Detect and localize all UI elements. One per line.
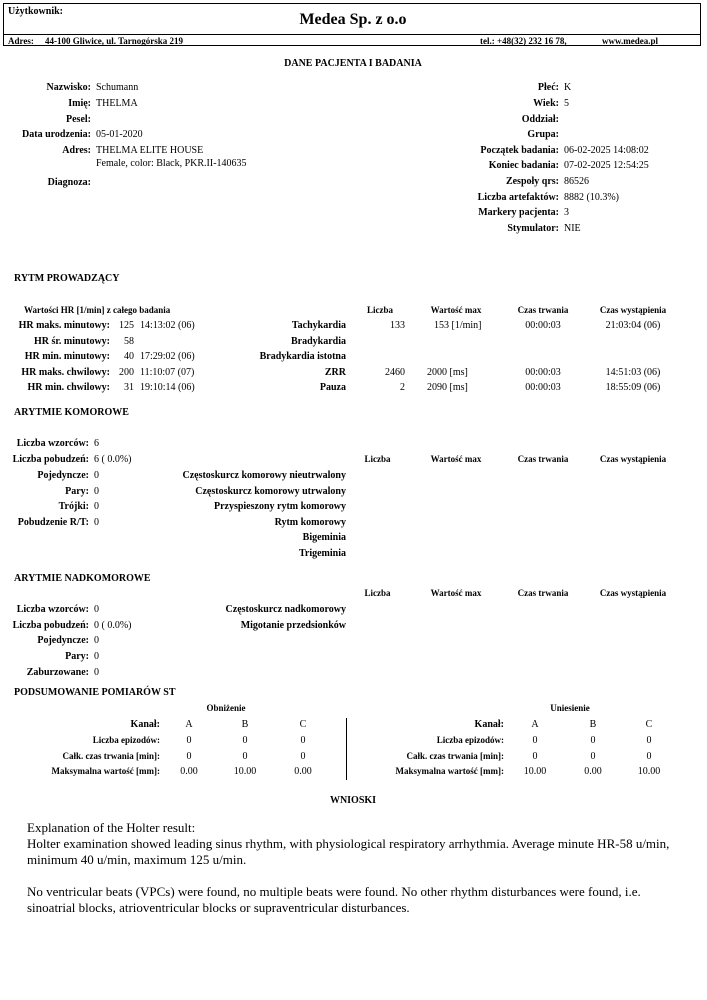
company-address: 44-100 Gliwice, ul. Tarnogórska 219: [45, 36, 184, 46]
col-count-header: Liczba: [364, 454, 391, 464]
address-label: Adres:: [8, 36, 34, 46]
sex-value: K: [564, 82, 572, 93]
st-cell: 0: [590, 735, 596, 746]
st-cell: 0: [186, 751, 192, 762]
st-row-label: Całk. czas trwania [min]:: [406, 751, 504, 761]
hr-row-time: 19:10:14 (06): [140, 382, 195, 393]
channel-header: C: [645, 719, 653, 730]
col-occurrence-header: Czas wystąpienia: [599, 305, 667, 315]
artifacts-value: 8882 (10.3%): [564, 192, 619, 203]
event-name: Pauza: [319, 382, 346, 393]
diagnosis-label: Diagnoza:: [47, 177, 91, 188]
event-name: Częstoskurcz nadkomorowy: [225, 604, 346, 615]
event-name: Tachykardia: [291, 320, 346, 331]
sex-label: Płeć:: [537, 82, 559, 93]
channel-header: B: [241, 719, 249, 730]
exam-end-value: 07-02-2025 12:54:25: [564, 160, 649, 171]
st-cell: 10.00: [637, 766, 661, 777]
channel-header: A: [185, 719, 193, 730]
hr-row-label: HR maks. chwilowy:: [21, 367, 110, 378]
group-label: Grupa:: [527, 129, 559, 140]
channel-header: C: [299, 719, 307, 730]
birthdate-label: Data urodzenia:: [22, 129, 91, 140]
hr-row-label: HR min. minutowy:: [24, 351, 110, 362]
stat-value: 0: [94, 651, 99, 662]
exam-end-label: Koniec badania:: [488, 160, 559, 171]
st-cell: 0: [300, 751, 306, 762]
lastname-value: Schumann: [96, 82, 139, 93]
hr-row-value: 58: [124, 336, 134, 347]
stat-value: 0 ( 0.0%): [94, 620, 132, 631]
address-value: THELMA ELITE HOUSE: [96, 145, 204, 156]
pesel-label: Pesel:: [66, 114, 91, 125]
col-occurrence-header: Czas wystąpienia: [599, 454, 667, 464]
hr-row-time: 17:29:02 (06): [140, 351, 195, 362]
st-cell: 0: [300, 735, 306, 746]
event-duration: 00:00:03: [525, 367, 561, 378]
st-row-label: Liczba epizodów:: [92, 735, 160, 745]
stat-label: Liczba wzorców:: [16, 604, 89, 615]
st-section-title: PODSUMOWANIE POMIARÓW ST: [14, 687, 176, 698]
event-count: 2460: [385, 367, 405, 378]
stat-value: 6 ( 0.0%): [94, 454, 132, 465]
st-cell: 0: [532, 735, 538, 746]
stat-label: Liczba pobudzeń:: [12, 454, 89, 465]
col-count-header: Liczba: [364, 588, 391, 598]
age-label: Wiek:: [533, 98, 559, 109]
hr-row-label: HR śr. minutowy:: [33, 336, 110, 347]
col-max-header: Wartość max: [430, 305, 482, 315]
stat-label: Trójki:: [58, 501, 89, 512]
rytm-section-title: RYTM PROWADZĄCY: [14, 273, 120, 284]
st-cell: 0.00: [294, 766, 312, 777]
stat-label: Pojedyncze:: [37, 470, 89, 481]
event-max: 153 [1/min]: [434, 320, 482, 331]
event-occurrence: 14:51:03 (06): [605, 367, 661, 378]
address-value-line2: Female, color: Black, PKR.II-140635: [96, 158, 247, 169]
st-cell: 0: [646, 735, 652, 746]
st-cell: 10.00: [523, 766, 547, 777]
conclusions-paragraph-2: No ventricular beats (VPCs) were found, no multiple beats were found. No other rhythm disturbances were found, i.e. sinoatrial blocks, atrioventricular blocks or supraventricular disturbances.: [27, 884, 641, 915]
col-duration-header: Czas trwania: [517, 454, 569, 464]
stat-label: Pary:: [65, 651, 89, 662]
event-count: 2: [400, 382, 405, 393]
st-depression-title: Obniżenie: [206, 703, 246, 713]
event-name: Bradykardia: [290, 336, 346, 347]
company-name: Medea Sp. z o.o: [299, 11, 407, 28]
conclusions-title: WNIOSKI: [329, 795, 377, 806]
event-name: Przyspieszony rytm komorowy: [213, 501, 346, 512]
col-duration-header: Czas trwania: [517, 588, 569, 598]
hr-row-value: 40: [124, 351, 134, 362]
birthdate-value: 05-01-2020: [96, 129, 143, 140]
section-title: DANE PACJENTA I BADANIA: [284, 58, 422, 69]
user-label: Użytkownik:: [8, 6, 64, 17]
hr-row-time: 14:13:02 (06): [140, 320, 195, 331]
conclusions-paragraph-1: Holter examination showed leading sinus rhythm, with physiological respiratory arrhythmia. Average minute HR-58 u/min, minimum 40 u/min, maximum 125 u/min.: [27, 836, 670, 867]
event-name: Trigeminia: [298, 548, 346, 559]
stat-label: Liczba pobudzeń:: [12, 620, 89, 631]
event-name: Częstoskurcz komorowy nieutrwalony: [182, 470, 346, 481]
hr-row-label: HR maks. minutowy:: [18, 320, 110, 331]
st-row-label: Maksymalna wartość [mm]:: [395, 766, 504, 776]
col-max-header: Wartość max: [430, 454, 482, 464]
company-phone: tel.: +48(32) 232 16 78,: [480, 36, 567, 46]
channel-header: B: [589, 719, 597, 730]
channel-label: Kanał:: [474, 719, 504, 730]
age-value: 5: [564, 98, 569, 109]
address-label-patient: Adres:: [62, 145, 91, 156]
st-elevation-title: Uniesienie: [550, 703, 590, 713]
stat-value: 0: [94, 470, 99, 481]
stat-value: 0: [94, 486, 99, 497]
conclusions-intro: Explanation of the Holter result:: [27, 820, 196, 835]
event-max: 2090 [ms]: [427, 382, 468, 393]
event-occurrence: 21:03:04 (06): [605, 320, 661, 331]
company-web: www.medea.pl: [602, 36, 658, 46]
stat-value: 0: [94, 604, 99, 615]
st-cell: 0: [186, 735, 192, 746]
event-occurrence: 18:55:09 (06): [605, 382, 661, 393]
stat-label: Zaburzowane:: [26, 667, 89, 678]
lastname-label: Nazwisko:: [46, 82, 91, 93]
hr-header: Wartości HR [1/min] z całego badania: [24, 305, 171, 315]
event-max: 2000 [ms]: [427, 367, 468, 378]
st-row-label: Liczba epizodów:: [436, 735, 504, 745]
qrs-value: 86526: [564, 176, 589, 187]
header-divider: [3, 34, 701, 35]
st-cell: 0.00: [180, 766, 198, 777]
komorowe-section-title: ARYTMIE KOMOROWE: [14, 407, 129, 418]
stat-label: Liczba wzorców:: [16, 438, 89, 449]
channel-label: Kanał:: [130, 719, 160, 730]
st-divider: [346, 718, 347, 780]
stat-value: 0: [94, 667, 99, 678]
st-cell: 0: [646, 751, 652, 762]
stat-value: 0: [94, 501, 99, 512]
event-duration: 00:00:03: [525, 320, 561, 331]
event-name: Bigeminia: [302, 532, 346, 543]
channel-header: A: [531, 719, 539, 730]
stat-label: Pary:: [65, 486, 89, 497]
pacemaker-label: Stymulator:: [507, 223, 559, 234]
exam-start-value: 06-02-2025 14:08:02: [564, 145, 649, 156]
pacemaker-value: NIE: [564, 223, 581, 234]
markers-label: Markery pacjenta:: [478, 207, 559, 218]
stat-value: 6: [94, 438, 99, 449]
event-name: Rytm komorowy: [274, 517, 346, 528]
artifacts-label: Liczba artefaktów:: [477, 192, 559, 203]
hr-row-label: HR min. chwilowy:: [27, 382, 110, 393]
event-name: Migotanie przedsionków: [240, 620, 346, 631]
col-occurrence-header: Czas wystąpienia: [599, 588, 667, 598]
event-duration: 00:00:03: [525, 382, 561, 393]
st-cell: 0: [242, 751, 248, 762]
exam-start-label: Początek badania:: [480, 145, 559, 156]
st-row-label: Maksymalna wartość [mm]:: [51, 766, 160, 776]
col-duration-header: Czas trwania: [517, 305, 569, 315]
hr-row-value: 31: [124, 382, 134, 393]
event-count: 133: [390, 320, 405, 331]
hr-row-value: 200: [119, 367, 134, 378]
ward-label: Oddział:: [521, 114, 559, 125]
nadkomorowe-section-title: ARYTMIE NADKOMOROWE: [14, 573, 151, 584]
stat-value: 0: [94, 517, 99, 528]
firstname-label: Imię:: [68, 98, 91, 109]
stat-label: Pobudzenie R/T:: [17, 517, 89, 528]
st-cell: 10.00: [233, 766, 257, 777]
markers-value: 3: [564, 207, 569, 218]
stat-value: 0: [94, 635, 99, 646]
st-row-label: Całk. czas trwania [min]:: [62, 751, 160, 761]
event-name: ZRR: [324, 367, 346, 378]
hr-row-time: 11:10:07 (07): [140, 367, 195, 378]
stat-label: Pojedyncze:: [37, 635, 89, 646]
hr-row-value: 125: [119, 320, 134, 331]
st-cell: 0.00: [584, 766, 602, 777]
event-name: Bradykardia istotna: [259, 351, 346, 362]
col-count-header: Liczba: [367, 305, 393, 315]
col-max-header: Wartość max: [430, 588, 482, 598]
st-cell: 0: [532, 751, 538, 762]
event-name: Częstoskurcz komorowy utrwalony: [195, 486, 346, 497]
firstname-value: THELMA: [96, 98, 138, 109]
st-cell: 0: [242, 735, 248, 746]
qrs-label: Zespoły qrs:: [505, 176, 559, 187]
st-cell: 0: [590, 751, 596, 762]
